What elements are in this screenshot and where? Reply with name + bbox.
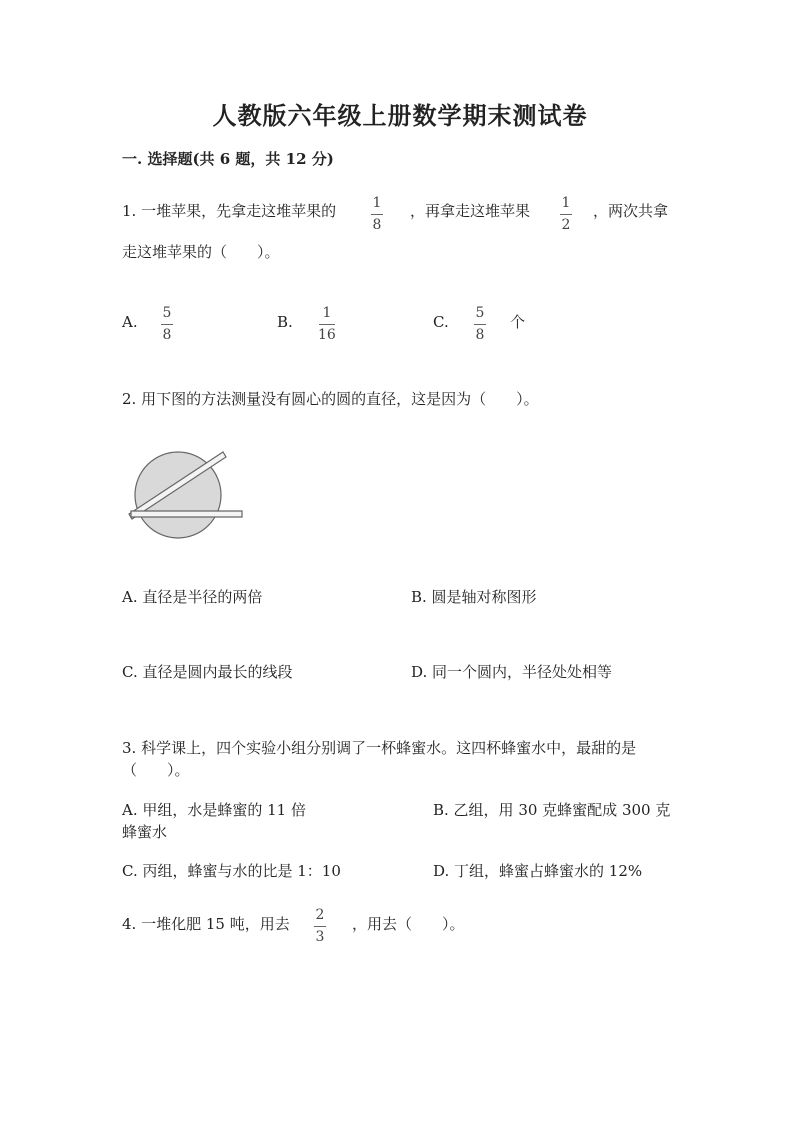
q1-option-c-suffix: 个 — [510, 313, 526, 331]
q1-option-b-label: B. — [277, 313, 293, 331]
fraction-numerator: 5 — [475, 305, 485, 321]
q4-text-part2: ，用去（ ）。 — [352, 915, 465, 933]
q2-option-a: A. 直径是半径的两倍 — [122, 588, 263, 606]
q4-text-part1: 4. 一堆化肥 15 吨，用去 — [122, 915, 290, 933]
q2-option-b: B. 圆是轴对称图形 — [411, 588, 537, 606]
q1-option-a-fraction — [161, 306, 173, 343]
q3-option-b: B. 乙组，用 30 克蜂蜜配成 300 克 — [433, 801, 671, 819]
q3-option-d: D. 丁组，蜂蜜占蜂蜜水的 12% — [433, 862, 643, 880]
fraction-denominator: 8 — [372, 217, 382, 233]
fraction-numerator: 2 — [315, 907, 325, 923]
q2-text: 2. 用下图的方法测量没有圆心的圆的直径，这是因为（ ）。 — [122, 390, 539, 408]
horizontal-ruler — [131, 511, 242, 517]
fraction-bar — [560, 214, 572, 215]
q4-fraction — [314, 908, 326, 945]
circle-diameter-figure — [125, 448, 245, 544]
q1-option-c-label: C. — [433, 313, 449, 331]
q1-fraction-2 — [560, 196, 572, 233]
fraction-denominator: 16 — [318, 327, 336, 343]
q3-text-line2: （ ）。 — [122, 761, 190, 779]
q3-option-c: C. 丙组，蜂蜜与水的比是 1：10 — [122, 862, 341, 880]
fraction-bar — [314, 926, 326, 927]
q1-text-part1: 1. 一堆苹果，先拿走这堆苹果的 — [122, 202, 337, 220]
fraction-numerator: 1 — [561, 195, 571, 211]
q1-option-c-fraction — [474, 306, 486, 343]
fraction-bar — [474, 324, 486, 325]
fraction-denominator: 8 — [475, 327, 485, 343]
fraction-bar — [319, 324, 335, 325]
fraction-denominator: 3 — [315, 929, 325, 945]
q1-text-part2: ，再拿走这堆苹果 — [410, 202, 531, 220]
q2-option-c: C. 直径是圆内最长的线段 — [122, 663, 293, 681]
q3-option-a: A. 甲组，水是蜂蜜的 11 倍 — [122, 801, 306, 819]
q1-option-a-label: A. — [122, 313, 138, 331]
fraction-numerator: 5 — [162, 305, 172, 321]
page-title: 人教版六年级上册数学期末测试卷 — [212, 101, 588, 130]
q3-option-a-continued: 蜂蜜水 — [122, 823, 168, 841]
q2-option-d: D. 同一个圆内，半径处处相等 — [411, 663, 613, 681]
fraction-numerator: 1 — [322, 305, 332, 321]
section-heading: 一. 选择题(共 6 题，共 12 分) — [122, 150, 334, 168]
fraction-numerator: 1 — [372, 195, 382, 211]
fraction-denominator: 2 — [561, 217, 571, 233]
fraction-bar — [371, 214, 383, 215]
q3-text-line1: 3. 科学课上，四个实验小组分别调了一杯蜂蜜水。这四杯蜂蜜水中，最甜的是 — [122, 739, 637, 757]
q1-option-b-fraction — [318, 306, 336, 343]
fraction-bar — [161, 324, 173, 325]
q1-text-part3: ，两次共拿 — [593, 202, 669, 220]
q1-text-line2: 走这堆苹果的（ ）。 — [122, 243, 280, 261]
fraction-denominator: 8 — [162, 327, 172, 343]
q1-fraction-1 — [371, 196, 383, 233]
